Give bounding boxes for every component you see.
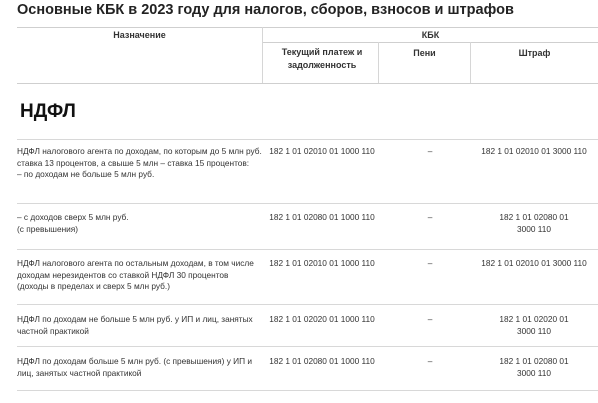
- row-2-current-code: 182 1 01 02080 01 1000 110: [269, 212, 375, 222]
- row-separator: [17, 346, 598, 347]
- row-2-peni: –: [427, 212, 433, 222]
- row-5-fine-code: 182 1 01 02080 01 3000 110: [499, 356, 569, 378]
- row-3-description: НДФЛ налогового агента по остальным доходам, в том числе доходам нерезидентов со ставкой НДФЛ 30 процентов (доходы в пределах и сверх 5 млн руб.): [17, 258, 254, 292]
- row-separator: [17, 249, 598, 250]
- section-title: НДФЛ: [20, 101, 76, 122]
- header-fine: Штраф: [518, 48, 551, 58]
- page-title: Основные КБК в 2023 году для налогов, сборов, взносов и штрафов: [17, 2, 514, 18]
- row-1-current-code: 182 1 01 02010 01 1000 110: [269, 146, 375, 156]
- row-4-description: НДФЛ по доходам не больше 5 млн руб. у ИП и лиц, занятых частной практикой: [17, 314, 253, 336]
- row-1-description: НДФЛ налогового агента по доходам, по которым до 5 млн руб. ставка 13 процентов, а свыше 5 млн – ставка 15 процентов: – по доходам не больше 5 млн руб.: [17, 146, 262, 180]
- row-3-current-code: 182 1 01 02010 01 1000 110: [269, 258, 375, 268]
- row-5-current-code: 182 1 01 02080 01 1000 110: [269, 356, 375, 366]
- row-2-description: – с доходов сверх 5 млн руб. (с превышения): [17, 212, 129, 234]
- row-5-peni: –: [427, 356, 433, 366]
- row-5-description: НДФЛ по доходам больше 5 млн руб. (с превышения) у ИП и лиц, занятых частной практикой: [17, 356, 253, 378]
- kbk-underline: [263, 42, 598, 43]
- header-bottom-border: [17, 83, 598, 84]
- header-kbk: КБК: [421, 30, 440, 40]
- header-purpose: Назначение: [113, 30, 166, 40]
- row-separator: [17, 139, 598, 140]
- row-2-fine-code: 182 1 01 02080 01 3000 110: [499, 212, 569, 234]
- header-current: Текущий платеж и задолженность: [281, 47, 363, 70]
- row-separator: [17, 390, 598, 391]
- row-4-peni: –: [427, 314, 433, 324]
- row-1-fine-code: 182 1 01 02010 01 3000 110: [481, 146, 587, 156]
- row-separator: [17, 304, 598, 305]
- row-4-current-code: 182 1 01 02020 01 1000 110: [269, 314, 375, 324]
- row-3-fine-code: 182 1 01 02010 01 3000 110: [481, 258, 587, 268]
- row-separator: [17, 203, 598, 204]
- row-3-peni: –: [427, 258, 433, 268]
- header-peni: Пени: [413, 48, 436, 58]
- row-1-peni: –: [427, 146, 433, 156]
- row-4-fine-code: 182 1 01 02020 01 3000 110: [499, 314, 569, 336]
